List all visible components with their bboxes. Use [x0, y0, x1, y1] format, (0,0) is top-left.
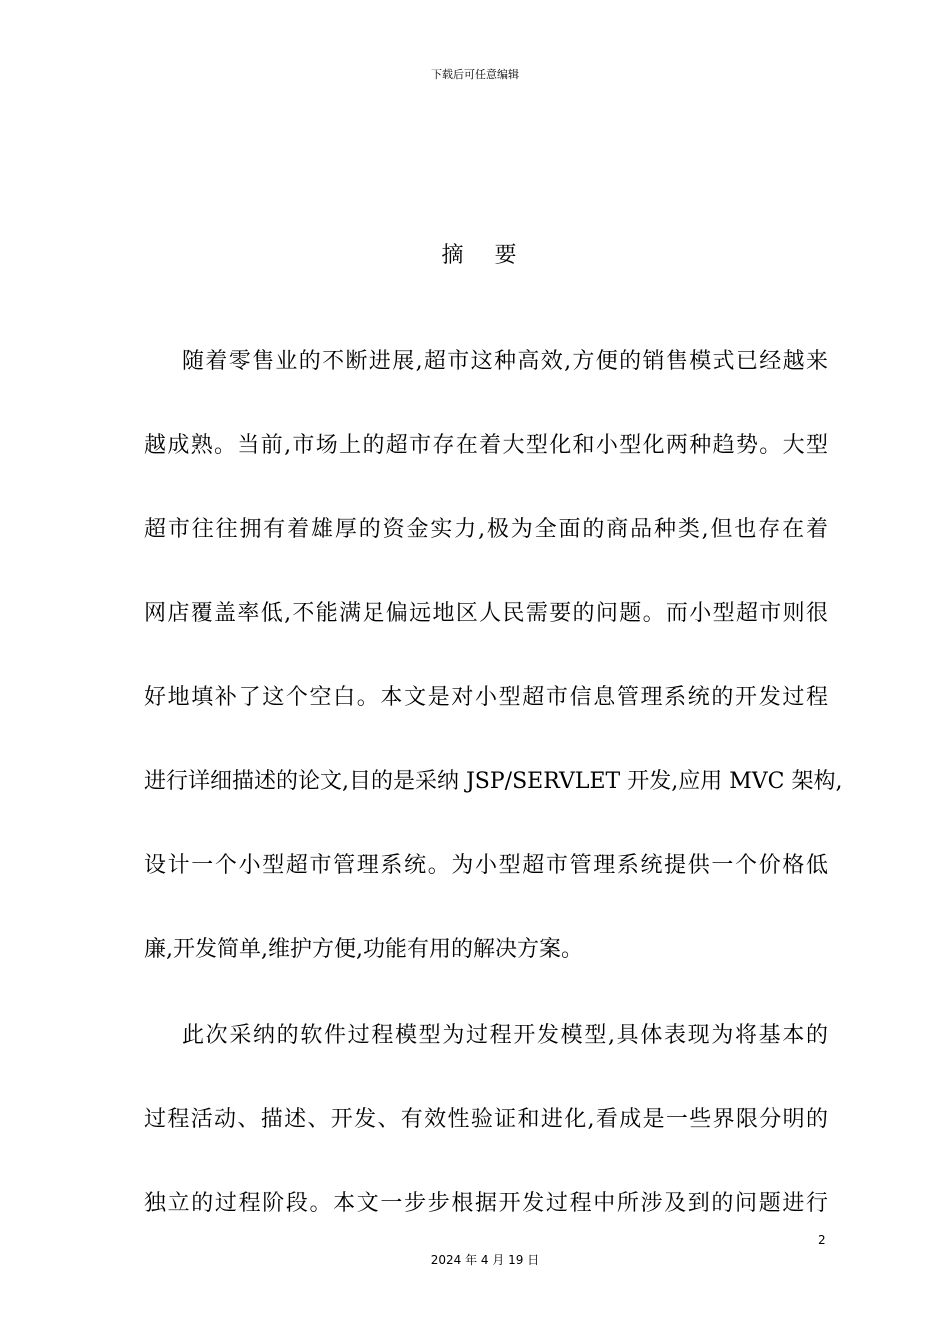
text-line: 好地填补了这个空白。本文是对小型超市信息管理系统的开发过程 [144, 685, 828, 710]
text-line: 网店覆盖率低,不能满足偏远地区人民需要的问题。而小型超市则很 [144, 601, 828, 626]
abstract-paragraph-1 [144, 320, 843, 992]
abstract-title: 摘 要 [441, 243, 529, 268]
text-line: 进行详细描述的论文,目的是采纳 JSP/SERVLET 开发,应用 MVC 架构, [144, 769, 843, 794]
text-line: 此次采纳的软件过程模型为过程开发模型,具体表现为将基本的 [182, 1023, 828, 1048]
text-line: 设计一个小型超市管理系统。为小型超市管理系统提供一个价格低 [144, 853, 828, 878]
text-line: 廉,开发简单,维护方便,功能有用的解决方案。 [144, 937, 583, 962]
header-note: 下载后可任意编辑 [431, 68, 519, 81]
page-number: 2 [818, 1233, 826, 1247]
abstract-paragraph-2 [144, 994, 828, 1246]
text-line: 随着零售业的不断进展,超市这种高效,方便的销售模式已经越来 [182, 349, 828, 374]
text-line: 过程活动、描述、开发、有效性验证和进化,看成是一些界限分明的 [144, 1107, 828, 1132]
text-line: 越成熟。当前,市场上的超市存在着大型化和小型化两种趋势。大型 [144, 433, 828, 458]
text-line: 超市往往拥有着雄厚的资金实力,极为全面的商品种类,但也存在着 [144, 517, 828, 542]
footer-date: 2024 年 4 月 19 日 [430, 1253, 540, 1267]
text-line: 独立的过程阶段。本文一步步根据开发过程中所涉及到的问题进行 [144, 1191, 828, 1216]
